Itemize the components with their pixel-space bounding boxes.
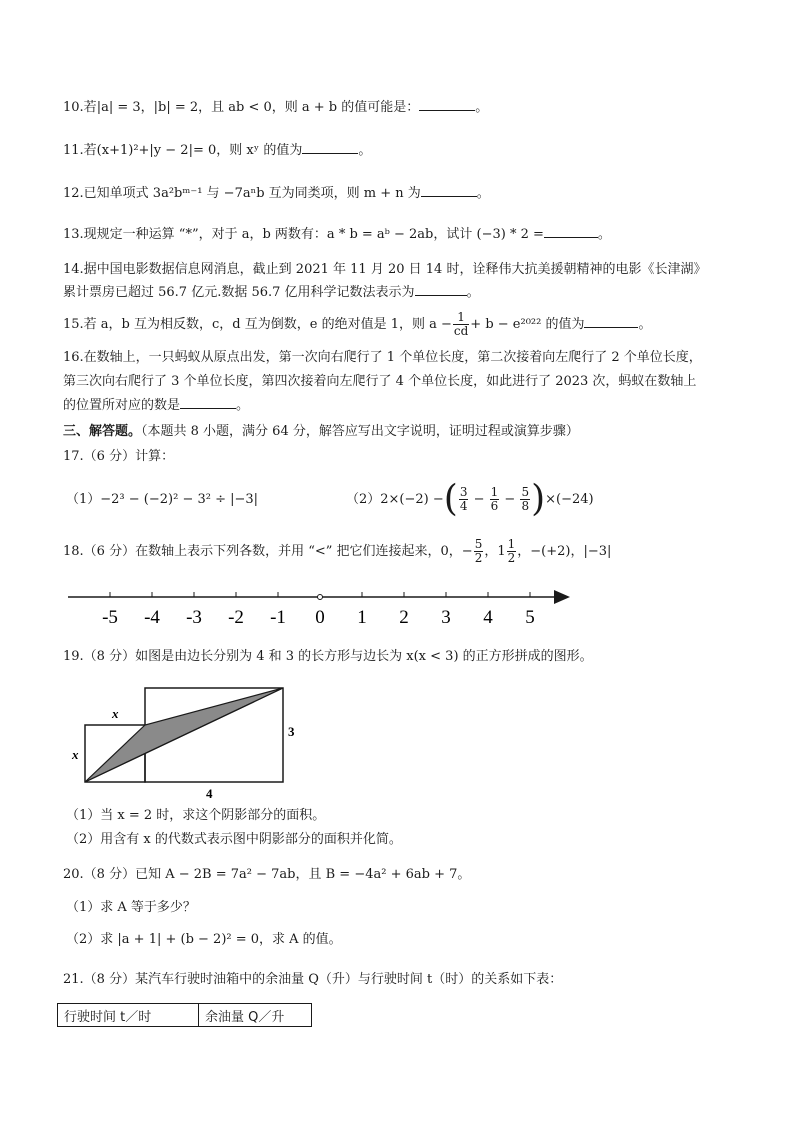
- fraction-numerator: 5: [521, 485, 530, 499]
- fraction-5-2: [474, 538, 484, 565]
- fraction-denominator: 6: [490, 499, 499, 513]
- fraction-denominator: cd: [453, 324, 469, 338]
- question-17-part-2: （2）2×(−2) −( $\frac{3}{4}$ − $\frac{1}{6}$ − $\frac{5}{8}$ )×(−24): [346, 478, 594, 520]
- origin-point: [318, 595, 323, 600]
- answer-blank-10[interactable]: [419, 109, 475, 111]
- question-10: [63, 99, 488, 117]
- left-paren: (: [443, 478, 458, 520]
- section-title: 三、解答题。: [63, 424, 142, 439]
- question-20-part-2: [66, 931, 342, 949]
- tick-label: 1: [357, 607, 367, 628]
- question-15-end: 。: [638, 317, 652, 332]
- question-16-text-3: 的位置所对应的数是: [63, 398, 181, 413]
- label-x-top: x: [112, 706, 119, 721]
- fraction-denominator: 8: [521, 499, 530, 513]
- table-row: [58, 1004, 312, 1027]
- question-21-head: [63, 971, 562, 989]
- section-heading: [63, 423, 579, 441]
- question-17-part-1: [66, 491, 258, 509]
- question-13-text: 13.现规定一种运算 “*”，对于 a，b 两数有：a * b = aᵇ − 2ab，试计 (−3) * 2 =: [63, 227, 544, 242]
- label-x-left: x: [72, 747, 79, 762]
- question-15-text-post: + b − e²⁰²² 的值为: [470, 317, 585, 332]
- question-16-line-1: [63, 349, 702, 367]
- question-16-end: 。: [236, 398, 250, 413]
- fraction-denominator: 2: [474, 551, 483, 565]
- question-20-part-1-text: （1）求 A 等于多少？: [66, 900, 196, 915]
- answer-blank-13[interactable]: [544, 236, 598, 238]
- question-10-number: 10.若: [63, 100, 97, 115]
- question-13: [63, 226, 611, 244]
- question-13-end: 。: [597, 227, 611, 242]
- question-12: [63, 185, 490, 203]
- question-17-text: 17.（6 分）计算：: [63, 449, 175, 464]
- question-19-part-2-text: （2）用含有 x 的代数式表示图中阴影部分的面积并化简。: [66, 832, 402, 847]
- question-14-text-2: 累计票房已超过 56.7 亿元.数据 56.7 亿用科学记数法表示为: [63, 285, 415, 300]
- question-16-text-2: 第三次向右爬行了 3 个单位长度，第四次接着向左爬行了 4 个单位长度，如此进行了 2023 次，蚂蚁在数轴上: [63, 374, 697, 389]
- fraction-numerator: 1: [507, 537, 516, 551]
- question-15: [63, 311, 652, 339]
- question-20-part-1: [66, 899, 196, 917]
- answer-blank-15[interactable]: [584, 326, 638, 328]
- question-17-part-2-post: ×(−24): [545, 492, 594, 507]
- fraction-numerator: 5: [474, 537, 483, 551]
- number-line-arrow: [554, 590, 570, 604]
- question-12-end: 。: [476, 186, 490, 201]
- tick-label: 2: [399, 607, 409, 628]
- tick-label: -4: [144, 607, 160, 628]
- right-paren: ): [531, 478, 546, 520]
- question-11: [63, 142, 371, 160]
- question-11-end: 。: [358, 143, 372, 158]
- question-18-text-mid: ，1: [484, 544, 506, 559]
- question-20-part-2-text: （2）求 |a + 1| + (b − 2)² = 0，求 A 的值。: [66, 932, 342, 947]
- fraction-1-over-cd: [453, 311, 469, 338]
- question-11-text: 11.若(x+1)²+|y − 2|= 0，则 xʸ 的值为: [63, 143, 303, 158]
- question-17-part-2-pre: （2）2×(−2) −: [346, 492, 444, 507]
- tick-label: -3: [186, 607, 202, 628]
- question-16-text-1: 16.在数轴上，一只蚂蚁从原点出发，第一次向右爬行了 1 个单位长度，第二次接着向左爬行了 2 个单位长度，: [63, 350, 702, 365]
- question-20-head: [63, 866, 470, 884]
- question-10-end: 。: [475, 100, 489, 115]
- answer-blank-12[interactable]: [421, 195, 477, 197]
- fraction-1-6: [490, 486, 500, 513]
- question-19-part-1-text: （1）当 x = 2 时，求这个阴影部分的面积。: [66, 808, 326, 823]
- answer-blank-16[interactable]: [180, 407, 236, 409]
- fraction-5-8: [520, 486, 530, 513]
- question-18-text: 18.（6 分）在数轴上表示下列各数，并用 “<” 把它们连接起来，0，−: [63, 544, 473, 559]
- question-16-line-3: [63, 397, 249, 415]
- question-14-end: 。: [466, 285, 480, 300]
- tick-label: 0: [315, 607, 325, 628]
- table-header-time: 行驶时间 t／时: [58, 1004, 199, 1027]
- tick-label: 5: [525, 607, 535, 628]
- question-18-text-post: ，−(+2)，|−3|: [517, 544, 612, 559]
- question-19-figure: [66, 680, 306, 800]
- question-10-text: |a| = 3，|b| = 2，且 ab < 0，则 a + b 的值可能是：: [96, 100, 420, 115]
- question-20-text: 20.（8 分）已知 A − 2B = 7a² − 7ab，且 B = −4a² + 6ab + 7。: [63, 867, 471, 882]
- question-18: [63, 537, 611, 567]
- tick-label: 3: [441, 607, 451, 628]
- tick-label: 4: [483, 607, 493, 628]
- tick-label: -1: [270, 607, 286, 628]
- question-12-text: 12.已知单项式 3a²bᵐ⁻¹ 与 −7aⁿb 互为同类项，则 m + n 为: [63, 186, 421, 201]
- table-header-fuel: 余油量 Q／升: [199, 1004, 312, 1027]
- question-17-part-1-text: （1）−2³ − (−2)² − 3² ÷ |−3|: [66, 492, 259, 507]
- tick-label: -5: [102, 607, 118, 628]
- question-19-part-2: [66, 831, 402, 849]
- fraction-numerator: 1: [490, 485, 499, 499]
- question-17-head: [63, 448, 174, 466]
- fraction-numerator: 3: [459, 485, 468, 499]
- section-description: （本题共 8 小题，满分 64 分，解答应写出文字说明，证明过程或演算步骤）: [141, 424, 579, 439]
- fraction-denominator: 4: [459, 499, 468, 513]
- fraction-denominator: 2: [507, 551, 516, 565]
- question-19-part-1: [66, 807, 325, 825]
- question-19-text: 19.（8 分）如图是由边长分别为 4 和 3 的长方形与边长为 x(x < 3) 的正方形拼成的图形。: [63, 649, 593, 664]
- tick-label: -2: [228, 607, 244, 628]
- question-14-line-1: [63, 261, 706, 279]
- fraction-1-2: [507, 538, 517, 565]
- answer-blank-11[interactable]: [302, 152, 358, 154]
- question-14-line-2: [63, 284, 480, 302]
- question-19-head: [63, 648, 593, 666]
- number-line: [60, 585, 580, 630]
- question-14-text-1: 14.据中国电影数据信息网消息，截止到 2021 年 11 月 20 日 14 时，诠释伟大抗美援朝精神的电影《长津湖》: [63, 262, 707, 277]
- diagonal-line: [85, 688, 283, 782]
- question-15-text-pre: 15.若 a，b 互为相反数，c，d 互为倒数，e 的绝对值是 1，则 a −: [63, 317, 452, 332]
- fraction-3-4: [459, 486, 469, 513]
- question-21-table: [57, 1003, 312, 1027]
- fraction-numerator: 1: [453, 311, 469, 325]
- label-4: 4: [206, 786, 213, 800]
- question-21-text: 21.（8 分）某汽车行驶时油箱中的余油量 Q（升）与行驶时间 t（时）的关系如下表：: [63, 972, 563, 987]
- answer-blank-14[interactable]: [415, 294, 467, 296]
- question-16-line-2: [63, 373, 696, 391]
- label-3: 3: [288, 724, 295, 739]
